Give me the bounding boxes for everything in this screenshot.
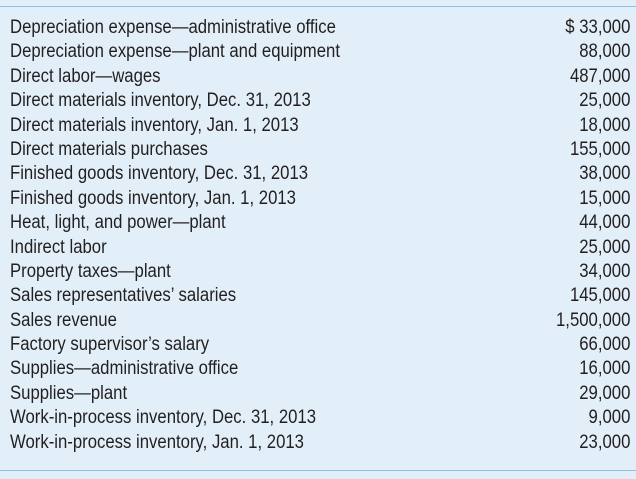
account-label: Finished goods inventory, Jan. 1, 2013	[10, 187, 296, 209]
bottom-rule	[0, 470, 636, 471]
account-label: Direct labor—wages	[10, 65, 161, 87]
account-label: Direct materials inventory, Jan. 1, 2013	[10, 114, 299, 136]
table-row	[10, 138, 630, 162]
account-amount: 29,000	[579, 382, 631, 404]
table-row	[10, 284, 630, 308]
table-row	[10, 40, 630, 64]
account-label: Work-in-process inventory, Dec. 31, 2013	[10, 407, 317, 429]
account-amount: 18,000	[579, 114, 631, 136]
account-label: Finished goods inventory, Dec. 31, 2013	[10, 163, 309, 185]
table-row	[10, 236, 630, 260]
table-row	[10, 333, 630, 357]
account-label: Depreciation expense—administrative office	[10, 17, 336, 38]
table-row	[10, 357, 630, 381]
account-amount: 25,000	[579, 236, 631, 258]
table-row	[10, 309, 630, 333]
table-rows	[10, 16, 631, 455]
account-label: Direct materials inventory, Dec. 31, 2013	[10, 90, 311, 112]
account-amount: 487,000	[569, 65, 631, 87]
account-amount: 16,000	[579, 358, 631, 380]
account-label: Property taxes—plant	[10, 260, 171, 282]
account-label: Depreciation expense—plant and equipment	[10, 41, 340, 63]
table-row	[10, 211, 630, 235]
account-amount: 88,000	[579, 41, 631, 63]
account-label: Supplies—plant	[10, 382, 128, 404]
top-rule	[0, 6, 636, 7]
table-row	[10, 162, 630, 186]
account-label: Supplies—administrative office	[10, 358, 239, 380]
account-amount: 23,000	[579, 431, 631, 453]
table-row	[10, 431, 630, 455]
table-row	[10, 65, 630, 89]
account-amount: 25,000	[579, 90, 631, 112]
account-amount: 38,000	[579, 163, 631, 185]
account-amount: 34,000	[579, 260, 631, 282]
account-amount: 1,500,000	[556, 309, 631, 331]
table-row	[10, 260, 630, 284]
table-row	[10, 89, 630, 113]
account-amount: 44,000	[579, 212, 631, 234]
account-label: Direct materials purchases	[10, 138, 208, 160]
account-label: Sales representatives’ salaries	[10, 285, 237, 307]
account-amount: 9,000	[588, 407, 631, 429]
account-amount: 15,000	[579, 187, 631, 209]
account-amount: 66,000	[579, 334, 631, 356]
table-row	[10, 114, 630, 138]
table-row	[10, 187, 630, 211]
table-row	[10, 382, 630, 406]
account-label: Sales revenue	[10, 309, 117, 331]
table-row	[10, 406, 630, 430]
table-row	[10, 16, 630, 40]
account-amount: $ 33,000	[565, 17, 631, 38]
account-amount: 155,000	[569, 138, 631, 160]
account-label: Heat, light, and power—plant	[10, 212, 226, 234]
account-label: Factory supervisor’s salary	[10, 334, 210, 356]
account-label: Work-in-process inventory, Jan. 1, 2013	[10, 431, 304, 453]
account-amount: 145,000	[569, 285, 631, 307]
account-label: Indirect labor	[10, 236, 107, 258]
